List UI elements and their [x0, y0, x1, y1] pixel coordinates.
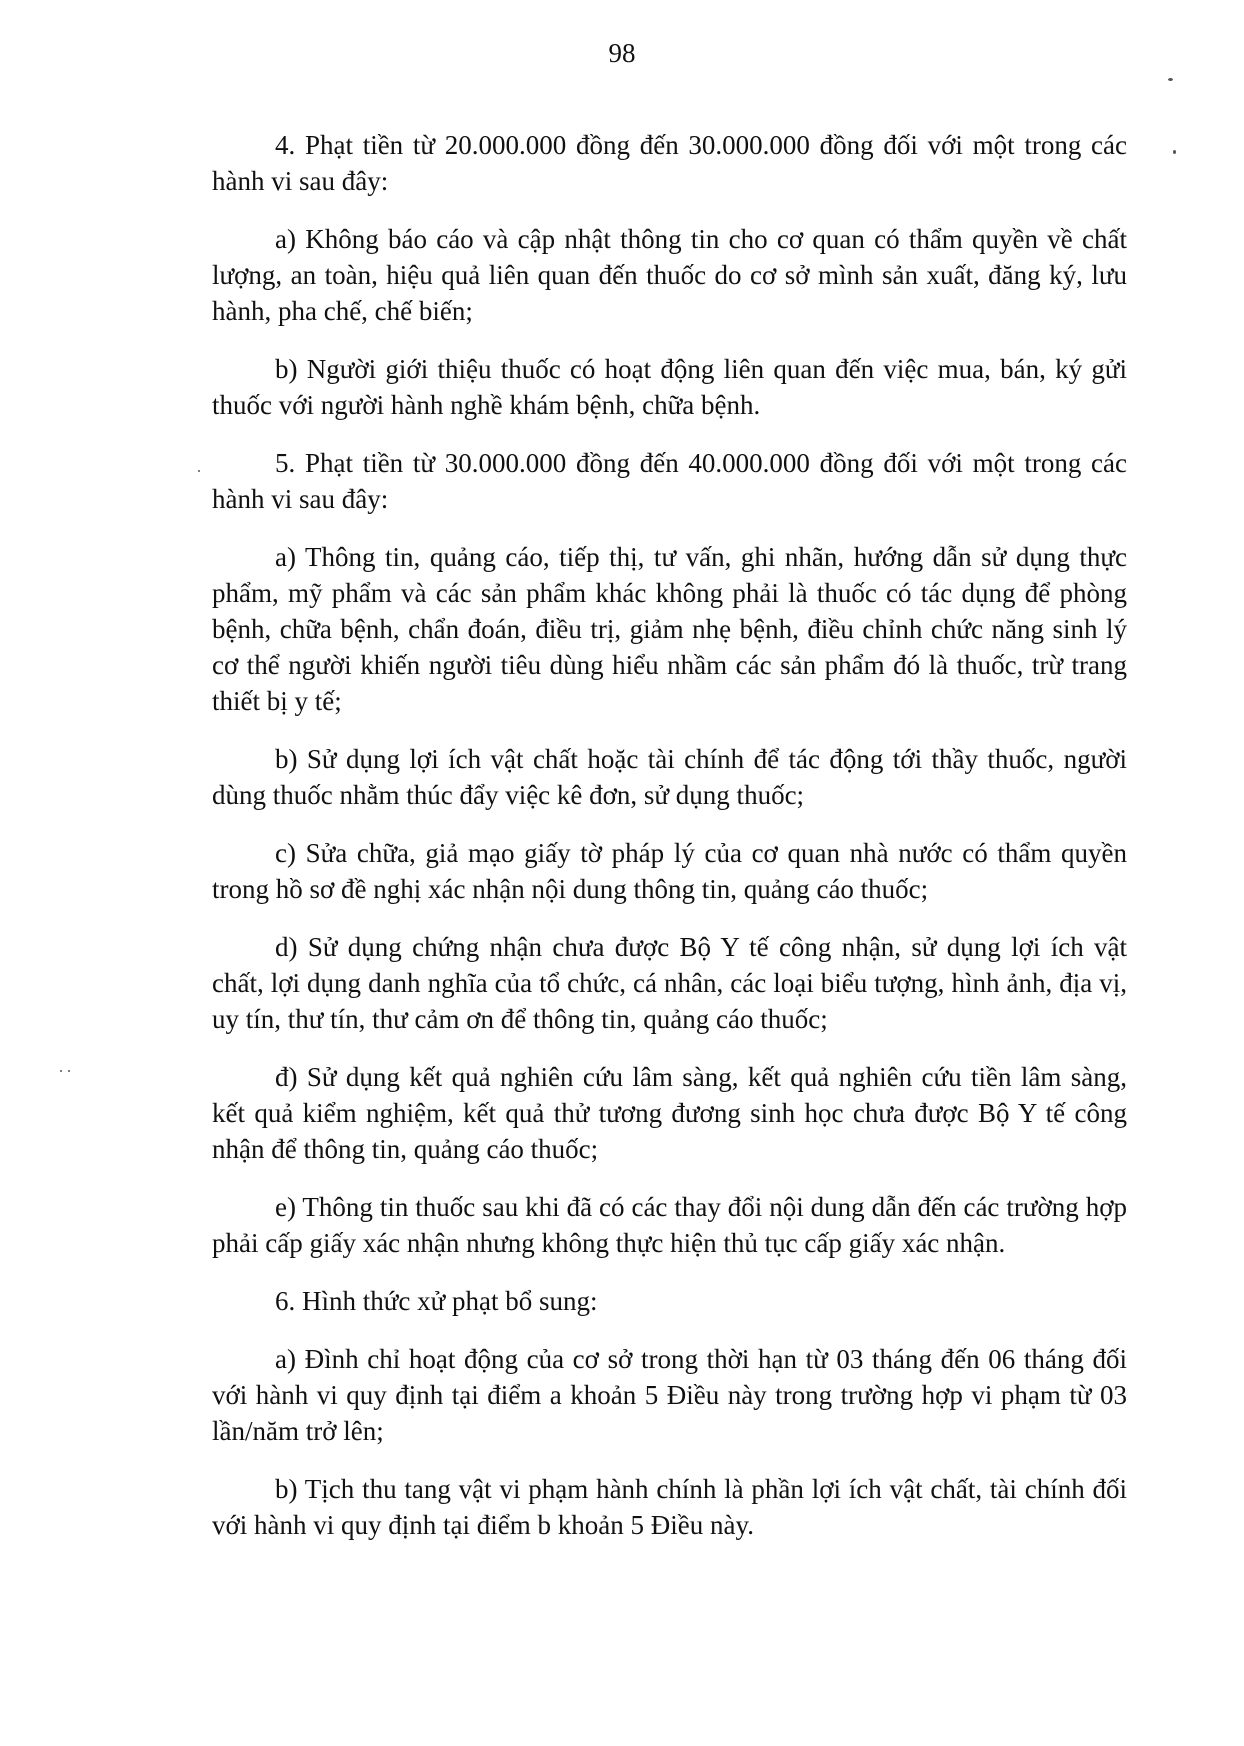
scan-speck — [1173, 150, 1176, 154]
clause-6-point-b: b) Tịch thu tang vật vi phạm hành chính là phần lợi ích vật chất, tài chính đối với hành vi quy định tại điểm b khoản 5 Điều này. — [212, 1474, 1127, 1540]
clause-5-point-a: a) Thông tin, quảng cáo, tiếp thị, tư vấn, ghi nhãn, hướng dẫn sử dụng thực phẩm, mỹ phẩm và các sản phẩm khác không phải là thuốc có tác dụng để phòng bệnh, chữa bệnh, chẩn đoán, điều trị, giảm nhẹ bệnh, điều chỉnh chức năng sinh lý cơ thể người khiến người tiêu dùng hiểu nhầm các sản phẩm đó là thuốc, trừ trang thiết bị y tế; — [212, 542, 1127, 716]
clause-5-point-c: c) Sửa chữa, giả mạo giấy tờ pháp lý của cơ quan nhà nước có thẩm quyền trong hồ sơ đề nghị xác nhận nội dung thông tin, quảng cáo thuốc; — [212, 838, 1127, 904]
clause-6: 6. Hình thức xử phạt bổ sung: — [275, 1286, 598, 1316]
clause-5-point-e: e) Thông tin thuốc sau khi đã có các thay đổi nội dung dẫn đến các trường hợp phải cấp giấy xác nhận nhưng không thực hiện thủ tục cấp giấy xác nhận. — [212, 1192, 1127, 1258]
page-number: 98 — [608, 38, 636, 68]
clause-4: 4. Phạt tiền từ 20.000.000 đồng đến 30.000.000 đồng đối với một trong các hành vi sau đây: — [212, 130, 1127, 196]
clause-5-point-d: d) Sử dụng chứng nhận chưa được Bộ Y tế công nhận, sử dụng lợi ích vật chất, lợi dụng danh nghĩa của tổ chức, cá nhân, các loại biểu tượng, hình ảnh, địa vị, uy tín, thư tín, thư cảm ơn để thông tin, quảng cáo thuốc; — [212, 932, 1127, 1034]
document-body — [212, 127, 1127, 1565]
clause-4-point-b: b) Người giới thiệu thuốc có hoạt động liên quan đến việc mua, bán, ký gửi thuốc với người hành nghề khám bệnh, chữa bệnh. — [212, 354, 1127, 420]
clause-5-point-dd: đ) Sử dụng kết quả nghiên cứu lâm sàng, kết quả nghiên cứu tiền lâm sàng, kết quả kiểm nghiệm, kết quả thử tương đương sinh học chưa được Bộ Y tế công nhận để thông tin, quảng cáo thuốc; — [212, 1062, 1127, 1164]
scan-speck — [1168, 78, 1173, 81]
clause-4-point-a: a) Không báo cáo và cập nhật thông tin cho cơ quan có thẩm quyền về chất lượng, an toàn, hiệu quả liên quan đến thuốc do cơ sở mình sản xuất, đăng ký, lưu hành, pha chế, chế biến; — [212, 224, 1127, 326]
clause-5: 5. Phạt tiền từ 30.000.000 đồng đến 40.000.000 đồng đối với một trong các hành vi sau đây: — [212, 448, 1127, 514]
scan-speck — [68, 1070, 70, 1072]
scan-speck — [60, 1070, 62, 1072]
clause-6-point-a: a) Đình chỉ hoạt động của cơ sở trong thời hạn từ 03 tháng đến 06 tháng đối với hành vi quy định tại điểm a khoản 5 Điều này trong trường hợp vi phạm từ 03 lần/năm trở lên; — [212, 1344, 1127, 1446]
clause-5-point-b: b) Sử dụng lợi ích vật chất hoặc tài chính để tác động tới thầy thuốc, người dùng thuốc nhằm thúc đẩy việc kê đơn, sử dụng thuốc; — [212, 744, 1127, 810]
scan-speck — [198, 470, 200, 472]
